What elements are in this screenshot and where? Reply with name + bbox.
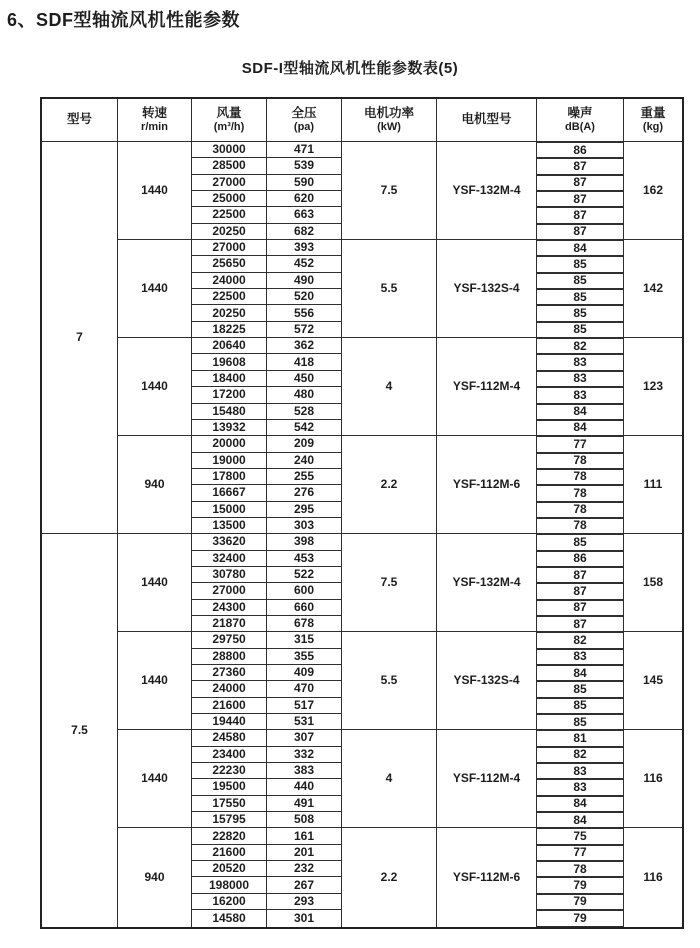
pressure-cell: 453 xyxy=(267,551,342,567)
header-unit: (pa) xyxy=(293,121,315,134)
pressure-cell: 295 xyxy=(267,502,342,518)
pressure-cell: 418 xyxy=(267,354,342,370)
pressure-cell: 471 xyxy=(267,142,342,158)
pressure-cell: 522 xyxy=(267,567,342,583)
pressure-cell: 490 xyxy=(267,273,342,289)
volume-cell: 27000 xyxy=(192,583,267,599)
volume-cell: 21600 xyxy=(192,698,267,714)
power-cell: 2.2 xyxy=(342,436,437,534)
noise-cell: 77 xyxy=(537,436,624,452)
pressure-cell: 355 xyxy=(267,649,342,665)
noise-cell: 83 xyxy=(537,387,624,403)
volume-cell: 19000 xyxy=(192,453,267,469)
noise-cell: 85 xyxy=(537,322,624,338)
speed-cell: 1440 xyxy=(118,730,192,828)
volume-cell: 24000 xyxy=(192,273,267,289)
power-cell: 5.5 xyxy=(342,632,437,730)
noise-cell: 85 xyxy=(537,698,624,714)
speed-cell: 940 xyxy=(118,436,192,534)
volume-cell: 13932 xyxy=(192,420,267,436)
noise-cell: 84 xyxy=(537,240,624,256)
volume-cell: 16200 xyxy=(192,894,267,910)
volume-cell: 20640 xyxy=(192,338,267,354)
weight-cell: 158 xyxy=(624,534,682,632)
volume-cell: 198000 xyxy=(192,877,267,893)
noise-cell: 87 xyxy=(537,583,624,599)
volume-cell: 22500 xyxy=(192,207,267,223)
speed-cell: 940 xyxy=(118,828,192,926)
noise-cell: 79 xyxy=(537,894,624,910)
header-label: 电机型号 xyxy=(461,111,512,126)
pressure-cell: 480 xyxy=(267,387,342,403)
volume-cell: 17800 xyxy=(192,469,267,485)
noise-cell: 83 xyxy=(537,371,624,387)
motor-cell: YSF-132S-4 xyxy=(437,240,537,338)
volume-cell: 27000 xyxy=(192,175,267,191)
volume-cell: 23400 xyxy=(192,747,267,763)
pressure-cell: 255 xyxy=(267,469,342,485)
header-unit: dB(A) xyxy=(565,121,595,134)
noise-cell: 83 xyxy=(537,779,624,795)
header-unit: (kW) xyxy=(377,121,401,134)
noise-cell: 85 xyxy=(537,256,624,272)
volume-cell: 33620 xyxy=(192,534,267,550)
pressure-cell: 307 xyxy=(267,730,342,746)
header-label: 噪声 xyxy=(567,105,593,120)
volume-cell: 15000 xyxy=(192,502,267,518)
pressure-cell: 682 xyxy=(267,224,342,240)
noise-cell: 85 xyxy=(537,305,624,321)
noise-cell: 77 xyxy=(537,845,624,861)
pressure-cell: 383 xyxy=(267,763,342,779)
volume-cell: 25650 xyxy=(192,256,267,272)
pressure-cell: 542 xyxy=(267,420,342,436)
motor-cell: YSF-132S-4 xyxy=(437,632,537,730)
weight-cell: 116 xyxy=(643,869,663,884)
pressure-cell: 528 xyxy=(267,404,342,420)
performance-table xyxy=(40,97,684,929)
header-cell-volume xyxy=(192,99,267,142)
pressure-cell: 161 xyxy=(267,828,342,844)
header-label: 型号 xyxy=(66,111,92,126)
volume-cell: 28800 xyxy=(192,649,267,665)
volume-cell: 14580 xyxy=(192,910,267,926)
header-cell-model xyxy=(42,99,118,142)
volume-cell: 25000 xyxy=(192,191,267,207)
volume-cell: 32400 xyxy=(192,551,267,567)
noise-cell: 79 xyxy=(537,910,624,926)
header-cell-power xyxy=(342,99,437,142)
noise-cell: 87 xyxy=(537,158,624,174)
pressure-cell: 450 xyxy=(267,371,342,387)
noise-cell: 79 xyxy=(537,877,624,893)
speed-cell: 1440 xyxy=(118,142,192,240)
noise-cell: 85 xyxy=(537,534,624,550)
volume-cell: 21600 xyxy=(192,845,267,861)
pressure-cell: 660 xyxy=(267,600,342,616)
model-cell: 7.5 xyxy=(42,534,118,926)
noise-cell: 87 xyxy=(537,175,624,191)
power-cell: 4 xyxy=(342,730,437,828)
noise-cell: 82 xyxy=(537,338,624,354)
weight-cell: 162 xyxy=(624,142,682,240)
speed-cell: 1440 xyxy=(118,534,192,632)
volume-cell: 22230 xyxy=(192,763,267,779)
pressure-cell: 600 xyxy=(267,583,342,599)
volume-cell: 20000 xyxy=(192,436,267,452)
motor-cell: YSF-112M-4 xyxy=(437,338,537,436)
noise-cell: 84 xyxy=(537,812,624,828)
noise-cell: 78 xyxy=(537,518,624,534)
noise-cell: 82 xyxy=(537,632,624,648)
pressure-cell: 440 xyxy=(267,779,342,795)
volume-cell: 18225 xyxy=(192,322,267,338)
pressure-cell: 531 xyxy=(267,714,342,730)
noise-cell: 78 xyxy=(537,502,624,518)
noise-cell: 85 xyxy=(537,714,624,730)
header-unit: (m³/h) xyxy=(213,121,245,134)
pressure-cell: 556 xyxy=(267,305,342,321)
noise-cell: 85 xyxy=(537,273,624,289)
volume-cell: 30000 xyxy=(192,142,267,158)
speed-cell: 1440 xyxy=(118,632,192,730)
weight-cell: 111 xyxy=(624,436,682,534)
pressure-cell: 303 xyxy=(267,518,342,534)
volume-cell: 24000 xyxy=(192,681,267,697)
volume-cell: 15480 xyxy=(192,404,267,420)
motor-cell: YSF-132M-4 xyxy=(437,534,537,632)
noise-cell: 85 xyxy=(537,289,624,305)
pressure-cell: 362 xyxy=(267,338,342,354)
power-cell: 4 xyxy=(342,338,437,436)
volume-cell: 15795 xyxy=(192,812,267,828)
pressure-cell: 315 xyxy=(267,632,342,648)
volume-cell: 19440 xyxy=(192,714,267,730)
table-title: SDF-I型轴流风机性能参数表(5) xyxy=(241,60,459,77)
motor-cell: YSF-112M-6 xyxy=(437,436,537,534)
pressure-cell: 508 xyxy=(267,812,342,828)
volume-cell: 27000 xyxy=(192,240,267,256)
weight-cell: 116 xyxy=(624,730,682,828)
volume-cell: 19500 xyxy=(192,779,267,795)
noise-cell: 87 xyxy=(537,616,624,632)
header-cell-pressure xyxy=(267,99,342,142)
noise-cell: 84 xyxy=(537,796,624,812)
header-unit: r/min xyxy=(141,121,168,134)
noise-cell: 78 xyxy=(537,485,624,501)
motor-cell: YSF-132M-4 xyxy=(437,142,537,240)
pressure-cell: 572 xyxy=(267,322,342,338)
pressure-cell: 398 xyxy=(267,534,342,550)
header-label: 重量 xyxy=(640,105,666,120)
noise-cell: 86 xyxy=(537,142,624,158)
pressure-cell: 620 xyxy=(267,191,342,207)
power-cell: 5.5 xyxy=(342,240,437,338)
volume-cell: 24580 xyxy=(192,730,267,746)
power-cell: 7.5 xyxy=(342,142,437,240)
motor-cell: YSF-112M-4 xyxy=(437,730,537,828)
model-cell: 7 xyxy=(42,142,118,534)
header-label: 全压 xyxy=(291,105,317,120)
volume-cell: 19608 xyxy=(192,354,267,370)
page-title: 6、SDF型轴流风机性能参数 xyxy=(7,10,241,30)
volume-cell: 20250 xyxy=(192,224,267,240)
pressure-cell: 393 xyxy=(267,240,342,256)
pressure-cell: 520 xyxy=(267,289,342,305)
header-cell-speed xyxy=(118,99,192,142)
pressure-cell: 452 xyxy=(267,256,342,272)
volume-cell: 16667 xyxy=(192,485,267,501)
pressure-cell: 409 xyxy=(267,665,342,681)
noise-cell: 81 xyxy=(537,730,624,746)
pressure-cell: 301 xyxy=(267,910,342,926)
volume-cell: 22500 xyxy=(192,289,267,305)
pressure-cell: 678 xyxy=(267,616,342,632)
speed-cell: 1440 xyxy=(118,338,192,436)
header-cell-motor-model xyxy=(437,99,537,142)
weight-cell: 123 xyxy=(624,338,682,436)
power-cell: 2.2 xyxy=(342,828,437,926)
noise-cell: 87 xyxy=(537,224,624,240)
noise-cell: 85 xyxy=(537,681,624,697)
noise-cell: 78 xyxy=(537,453,624,469)
noise-cell: 83 xyxy=(537,649,624,665)
noise-cell: 83 xyxy=(537,354,624,370)
header-unit: (kg) xyxy=(642,121,664,134)
header-cell-weight xyxy=(624,99,682,142)
volume-cell: 18400 xyxy=(192,371,267,387)
motor-cell: YSF-112M-6 xyxy=(437,828,537,926)
noise-cell: 87 xyxy=(537,191,624,207)
pressure-cell: 590 xyxy=(267,175,342,191)
noise-cell: 84 xyxy=(537,665,624,681)
noise-cell: 83 xyxy=(537,763,624,779)
noise-cell: 75 xyxy=(537,828,624,844)
pressure-cell: 276 xyxy=(267,485,342,501)
noise-cell: 86 xyxy=(537,551,624,567)
volume-cell: 30780 xyxy=(192,567,267,583)
volume-cell: 24300 xyxy=(192,600,267,616)
volume-cell: 28500 xyxy=(192,158,267,174)
weight-cell: 145 xyxy=(624,632,682,730)
noise-cell: 84 xyxy=(537,404,624,420)
pressure-cell: 240 xyxy=(267,453,342,469)
noise-cell: 84 xyxy=(537,420,624,436)
volume-cell: 17200 xyxy=(192,387,267,403)
pressure-cell: 232 xyxy=(267,861,342,877)
noise-cell: 87 xyxy=(537,207,624,223)
pressure-cell: 332 xyxy=(267,747,342,763)
pressure-cell: 539 xyxy=(267,158,342,174)
volume-cell: 20250 xyxy=(192,305,267,321)
noise-cell: 87 xyxy=(537,600,624,616)
header-label: 转速 xyxy=(141,105,167,120)
volume-cell: 21870 xyxy=(192,616,267,632)
volume-cell: 20520 xyxy=(192,861,267,877)
noise-cell: 82 xyxy=(537,747,624,763)
pressure-cell: 517 xyxy=(267,698,342,714)
volume-cell: 13500 xyxy=(192,518,267,534)
volume-cell: 22820 xyxy=(192,828,267,844)
volume-cell: 29750 xyxy=(192,632,267,648)
volume-cell: 27360 xyxy=(192,665,267,681)
noise-cell: 78 xyxy=(537,469,624,485)
pressure-cell: 663 xyxy=(267,207,342,223)
pressure-cell: 267 xyxy=(267,877,342,893)
pressure-cell: 470 xyxy=(267,681,342,697)
power-cell: 7.5 xyxy=(342,534,437,632)
noise-cell: 78 xyxy=(537,861,624,877)
header-label: 电机功率 xyxy=(363,105,414,120)
header-cell-noise xyxy=(537,99,624,142)
header-label: 风量 xyxy=(216,105,242,120)
pressure-cell: 209 xyxy=(267,436,342,452)
speed-cell: 1440 xyxy=(118,240,192,338)
pressure-cell: 491 xyxy=(267,796,342,812)
pressure-cell: 201 xyxy=(267,845,342,861)
weight-cell: 142 xyxy=(624,240,682,338)
noise-cell: 87 xyxy=(537,567,624,583)
volume-cell: 17550 xyxy=(192,796,267,812)
pressure-cell: 293 xyxy=(267,894,342,910)
